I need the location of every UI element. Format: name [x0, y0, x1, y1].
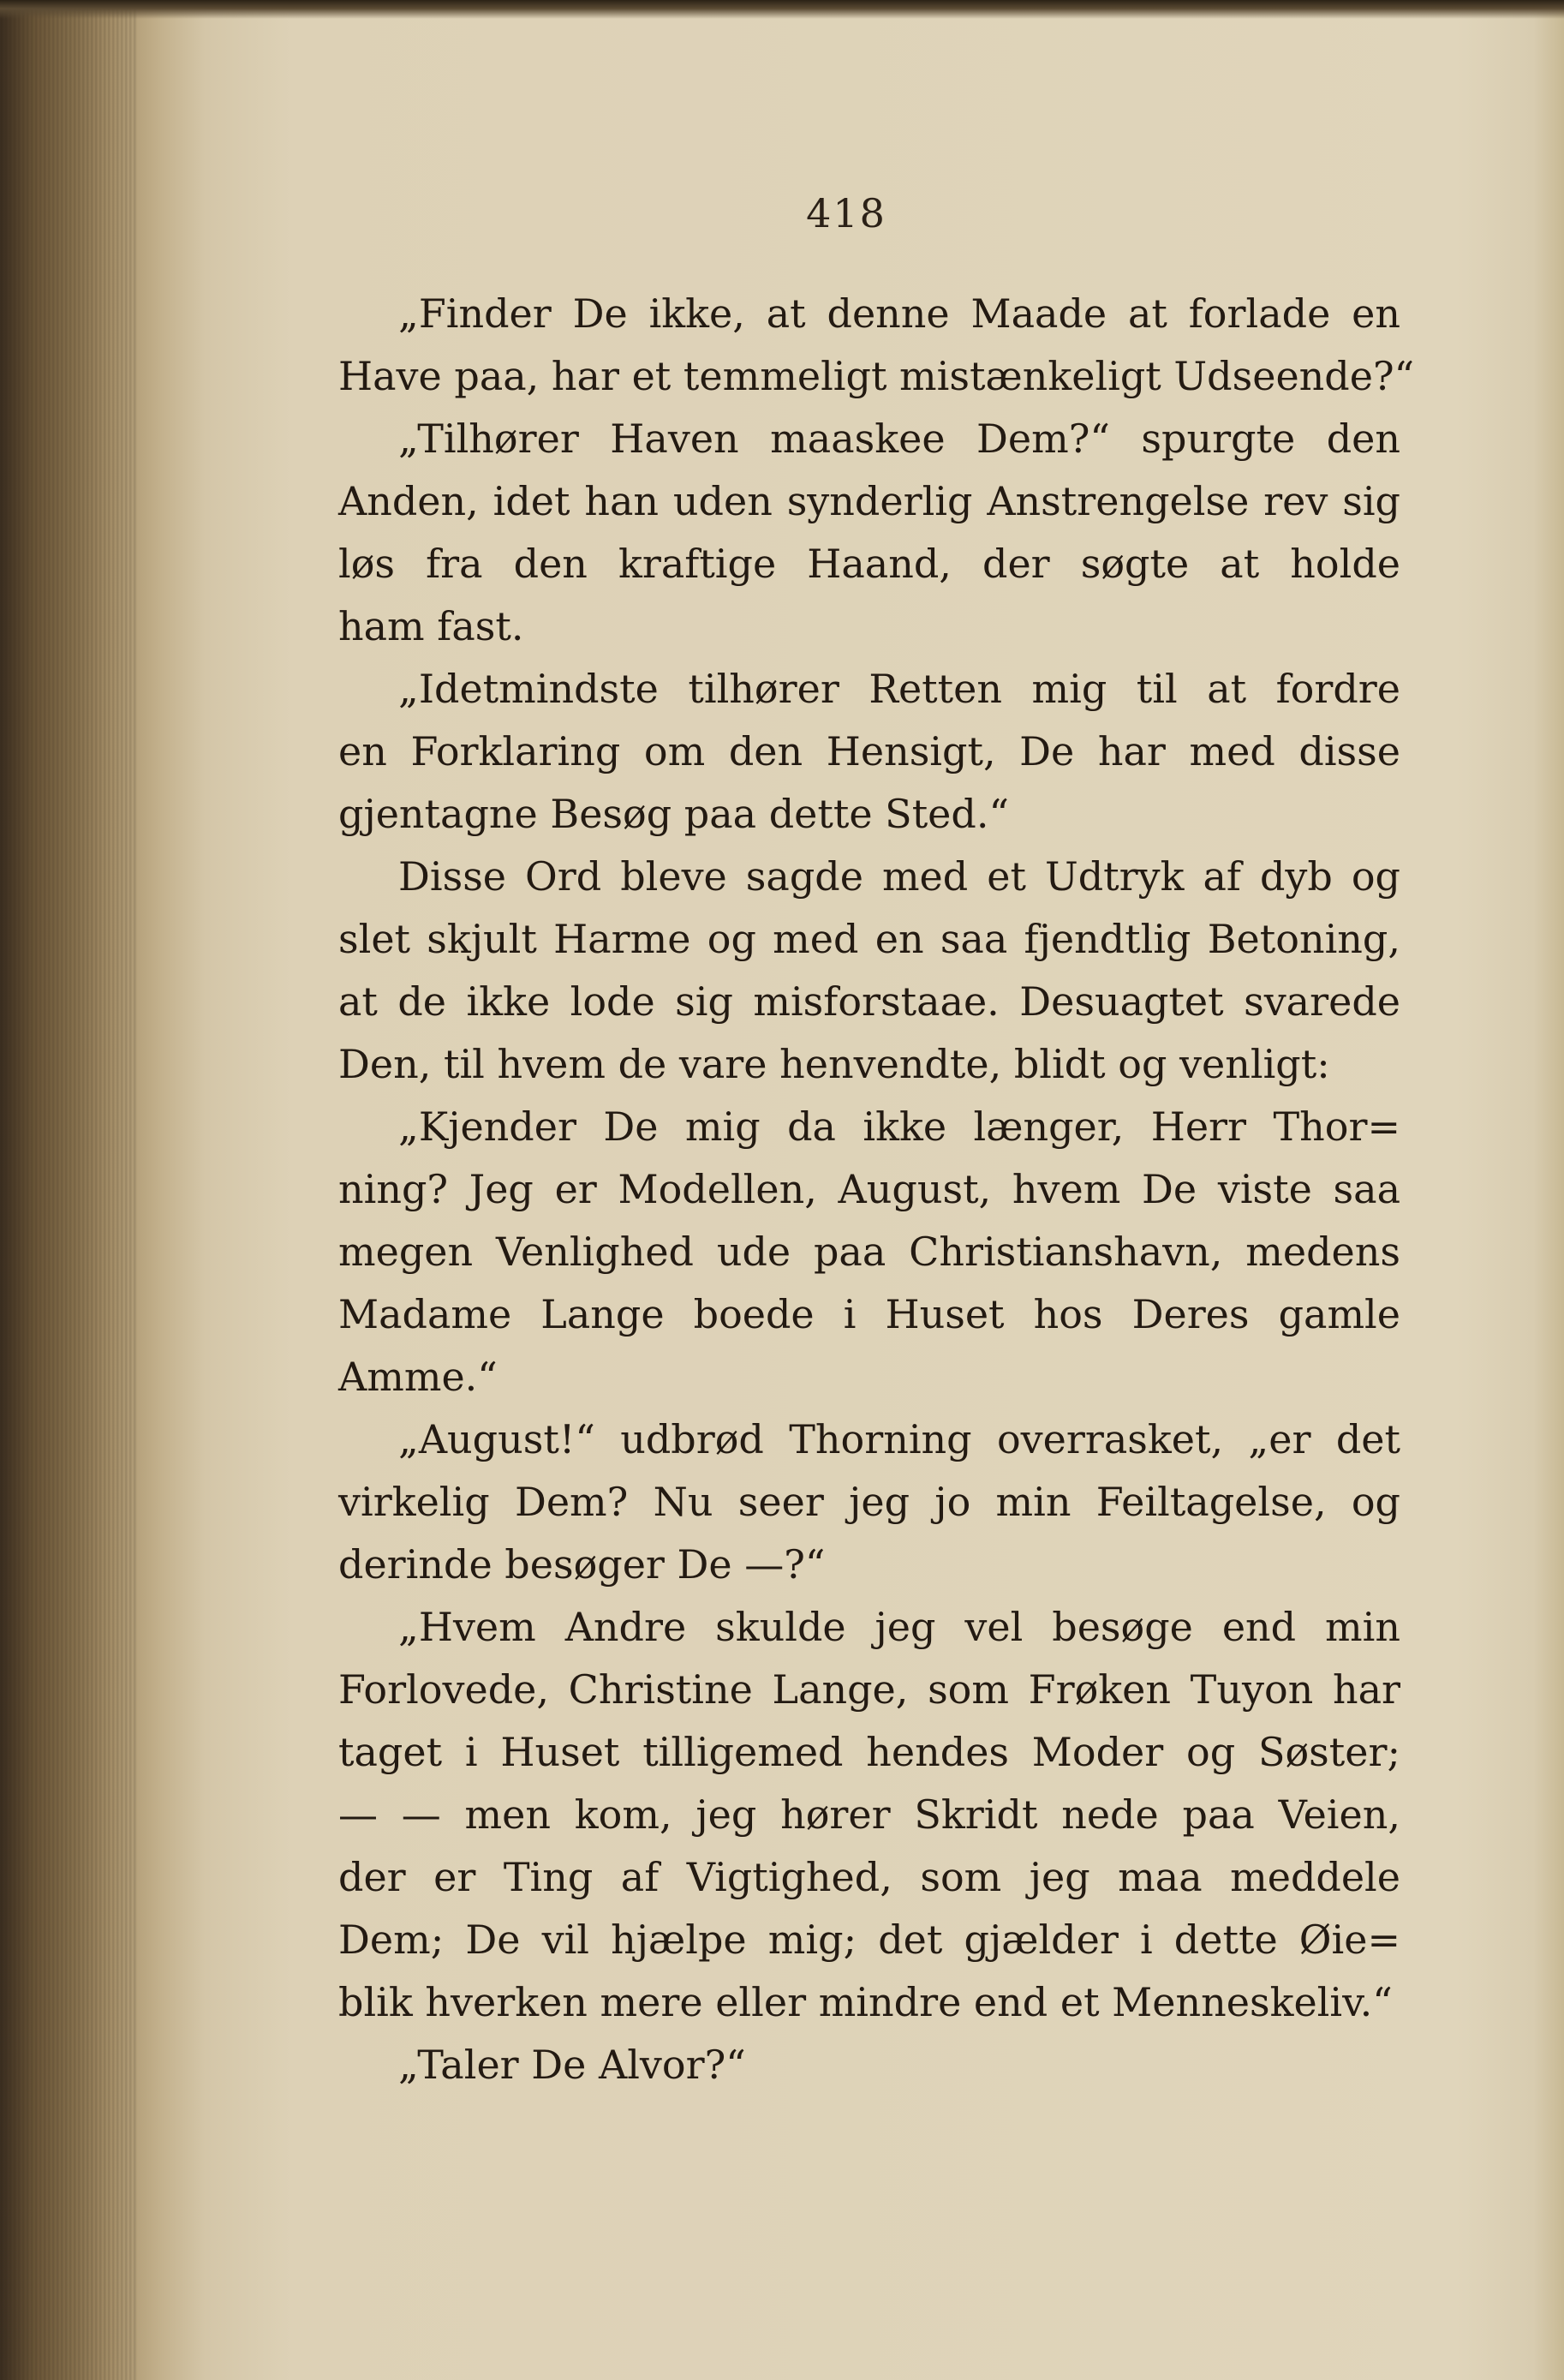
text-line: megen Venlighed ude paa Christianshavn, medens [338, 1229, 1400, 1275]
text-line: at de ikke lode sig misforstaae. Desuagtet svarede [338, 978, 1400, 1025]
text-line: Den, til hvem de vare henvendte, blidt og venligt: [338, 1041, 1330, 1087]
text-line: „Tilhører Haven maaskee Dem?“ spurgte den [398, 416, 1400, 462]
text-line: — — men kom, jeg hører Skridt nede paa Veien, [338, 1791, 1400, 1838]
text-line: Amme.“ [338, 1354, 498, 1400]
text-line: taget i Huset tilligemed hendes Moder og Søster; [338, 1729, 1400, 1775]
text-line: slet skjult Harme og med en saa fjendtlig Betoning, [338, 916, 1400, 962]
text-line: en Forklaring om den Hensigt, De har med disse [338, 728, 1400, 774]
text-line: Have paa, har et temmeligt mistænkeligt Udseende?“ [338, 353, 1415, 399]
text-line: Anden, idet han uden synderlig Anstrengelse rev sig [338, 478, 1400, 524]
text-line: „Idetmindste tilhører Retten mig til at fordre [398, 666, 1400, 712]
text-line: „Taler De Alvor?“ [398, 2042, 746, 2088]
text-line: der er Ting af Vigtighed, som jeg maa meddele [338, 1854, 1400, 1900]
text-line: „Finder De ikke, at denne Maade at forlade en [398, 290, 1400, 337]
body-text [338, 283, 1415, 2096]
text-line: Forlovede, Christine Lange, som Frøken Tuyon har [338, 1666, 1400, 1713]
text-line: „Kjender De mig da ikke længer, Herr Thor= [398, 1103, 1400, 1150]
text-line: „Hvem Andre skulde jeg vel besøge end min [398, 1604, 1400, 1650]
text-line: „August!“ udbrød Thorning overrasket, „er det [398, 1416, 1400, 1462]
text-line: derinde besøger De —?“ [338, 1541, 826, 1588]
text-line: Disse Ord bleve sagde med et Udtryk af dyb og [398, 853, 1400, 900]
text-line: virkelig Dem? Nu seer jeg jo min Feiltagelse, og [338, 1479, 1400, 1525]
page-number: 418 [806, 190, 886, 236]
text-line: ham fast. [338, 603, 524, 649]
text-line: blik hverken mere eller mindre end et Menneskeliv.“ [338, 1979, 1393, 2025]
text-line: løs fra den kraftige Haand, der søgte at holde [338, 541, 1400, 587]
text-line: Madame Lange boede i Huset hos Deres gamle [338, 1291, 1400, 1337]
text-line: gjentagne Besøg paa dette Sted.“ [338, 791, 1009, 837]
text-line: Dem; De vil hjælpe mig; det gjælder i dette Øie= [338, 1917, 1400, 1963]
text-line: ning? Jeg er Modellen, August, hvem De viste saa [338, 1166, 1400, 1212]
